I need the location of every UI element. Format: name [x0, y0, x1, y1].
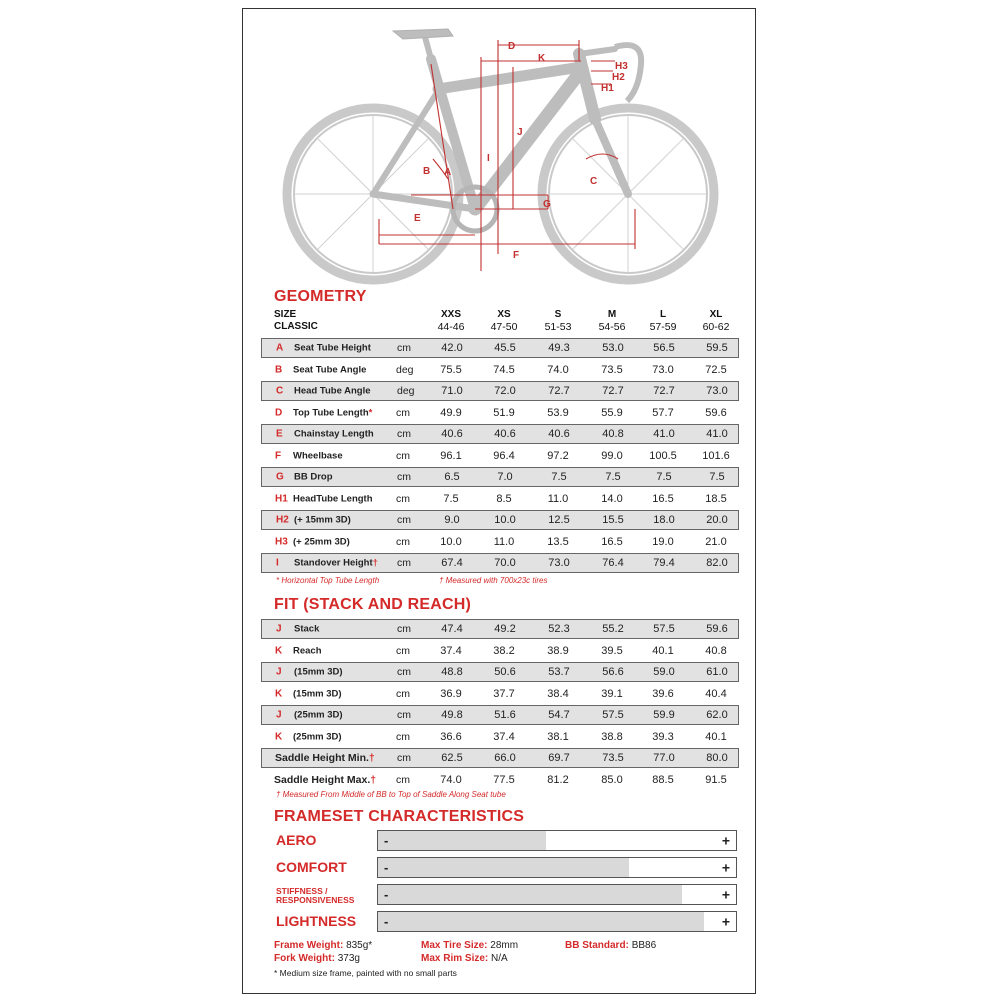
- row-unit: cm: [396, 492, 410, 505]
- value-cell: 37.4: [493, 730, 515, 743]
- dim-label-d: D: [508, 41, 516, 52]
- row-unit: cm: [397, 471, 411, 483]
- value-cell: 81.2: [547, 773, 569, 786]
- characteristic-bar-fill: [378, 858, 629, 877]
- value-cell: 45.5: [494, 342, 516, 354]
- characteristic-bar-fill: [378, 831, 546, 850]
- value-cell: 54.7: [548, 709, 570, 721]
- max-rim-label: Max Rim Size:: [421, 953, 489, 964]
- top-tube: [438, 67, 581, 89]
- value-cell: 49.2: [494, 623, 516, 635]
- size-header: SIZE: [274, 309, 297, 320]
- row-letter: J: [276, 623, 282, 635]
- dim-label-j: J: [517, 127, 523, 138]
- value-cell: 9.0: [444, 514, 460, 526]
- dim-label-e: E: [414, 213, 421, 224]
- fit-row: [261, 770, 739, 790]
- value-cell: 69.7: [548, 752, 570, 764]
- value-cell: 38.4: [547, 687, 569, 700]
- row-label: [294, 429, 374, 440]
- value-cell: 40.8: [602, 428, 624, 440]
- value-cell: 48.8: [441, 666, 463, 678]
- value-cell: 11.0: [493, 535, 515, 548]
- fit-row: [261, 641, 739, 661]
- row-letter: D: [275, 407, 283, 418]
- fit-title: FIT (STACK AND REACH): [274, 596, 472, 613]
- size-range-3: 54-56: [598, 321, 626, 333]
- value-cell: 100.5: [649, 449, 677, 462]
- max-tire-size: [421, 940, 518, 951]
- value-cell: 51.9: [493, 406, 515, 419]
- value-cell: 79.4: [653, 557, 675, 569]
- value-cell: 70.0: [494, 557, 516, 569]
- value-cell: 56.6: [602, 666, 624, 678]
- value-cell: 88.5: [652, 773, 674, 786]
- max-rim-value: N/A: [491, 953, 508, 964]
- value-cell: 53.0: [602, 342, 624, 354]
- size-name-4: L: [659, 309, 667, 320]
- row-unit: cm: [397, 623, 411, 635]
- geometry-row: [261, 467, 739, 487]
- fork-weight-label: Fork Weight:: [274, 953, 335, 964]
- geometry-row: [261, 424, 739, 444]
- size-name-0: XXS: [440, 309, 461, 320]
- value-cell: 59.5: [706, 342, 728, 354]
- geometry-row: [261, 381, 739, 401]
- value-cell: 39.1: [601, 687, 623, 700]
- value-cell: 20.0: [706, 514, 728, 526]
- dim-label-g: G: [543, 199, 551, 210]
- footnote-mark: †: [370, 773, 377, 786]
- geometry-title: GEOMETRY: [274, 288, 367, 305]
- value-cell: 19.0: [652, 535, 674, 548]
- value-cell: 38.8: [601, 730, 623, 743]
- row-label: [294, 472, 333, 483]
- value-cell: 73.0: [706, 385, 728, 397]
- row-unit: cm: [397, 752, 411, 764]
- value-cell: 59.6: [706, 623, 728, 635]
- size-range-2: 51-53: [544, 321, 572, 333]
- row-letter: J: [276, 666, 282, 678]
- row-letter: H1: [275, 493, 288, 504]
- row-label: [293, 450, 343, 461]
- row-label: [293, 536, 350, 547]
- value-cell: 67.4: [441, 557, 463, 569]
- minus-sign: -: [384, 913, 389, 929]
- value-cell: 57.7: [652, 406, 674, 419]
- value-cell: 21.0: [705, 535, 727, 548]
- value-cell: 11.0: [547, 492, 569, 505]
- value-cell: 72.7: [602, 385, 624, 397]
- max-tire-label: Max Tire Size:: [421, 940, 488, 951]
- value-cell: 40.1: [705, 730, 727, 743]
- frame-weight: [274, 940, 372, 951]
- row-letter: C: [276, 385, 284, 397]
- plus-sign: +: [721, 832, 730, 849]
- size-range-5: 60-62: [702, 321, 730, 333]
- value-cell: 82.0: [706, 557, 728, 569]
- value-cell: 99.0: [601, 449, 623, 462]
- value-cell: 77.0: [653, 752, 675, 764]
- geometry-row: [261, 489, 739, 509]
- row-label-text: Standover Height: [294, 557, 373, 569]
- value-cell: 49.9: [440, 406, 462, 419]
- value-cell: 8.5: [496, 492, 512, 505]
- value-cell: 12.5: [548, 514, 570, 526]
- row-unit: deg: [396, 363, 414, 376]
- row-label: [274, 774, 376, 786]
- value-cell: 36.6: [440, 730, 462, 743]
- dim-label-b: B: [423, 166, 431, 177]
- value-cell: 10.0: [494, 514, 516, 526]
- row-label: [293, 407, 372, 418]
- characteristic-bar-fill: [378, 912, 704, 931]
- row-label: [293, 493, 373, 504]
- row-label-text: (+ 25mm 3D): [293, 536, 350, 547]
- stem: [579, 49, 615, 54]
- row-label: [294, 624, 319, 635]
- geometry-row: [261, 510, 739, 530]
- fork: [595, 119, 628, 194]
- row-label-text: Top Tube Length: [293, 407, 369, 418]
- footnote-mark: *: [368, 407, 373, 418]
- value-cell: 7.5: [709, 471, 725, 483]
- characteristic-label: AERO: [276, 832, 317, 848]
- dim-label-f: F: [513, 250, 520, 261]
- value-cell: 76.4: [602, 557, 624, 569]
- value-cell: 71.0: [441, 385, 463, 397]
- size-name-5: XL: [709, 309, 723, 320]
- value-cell: 72.0: [494, 385, 516, 397]
- value-cell: 73.5: [602, 752, 624, 764]
- value-cell: 18.5: [705, 492, 727, 505]
- characteristic-label: COMFORT: [276, 859, 347, 875]
- geometry-row: [261, 338, 739, 358]
- row-letter: K: [275, 688, 283, 699]
- row-letter: H3: [275, 536, 288, 547]
- fit-row: [261, 662, 739, 682]
- geometry-row: [261, 360, 739, 380]
- value-cell: 72.7: [548, 385, 570, 397]
- value-cell: 61.0: [706, 666, 728, 678]
- frameset-title: FRAMESET CHARACTERISTICS: [274, 808, 525, 825]
- value-cell: 74.0: [547, 363, 569, 376]
- row-label-text: Seat Tube Angle: [293, 364, 367, 375]
- row-letter: H2: [276, 514, 289, 526]
- row-label: [294, 558, 378, 569]
- fit-row: [261, 684, 739, 704]
- row-letter: J: [276, 709, 282, 721]
- plus-sign: +: [721, 913, 730, 930]
- size-name-3: M: [607, 309, 617, 320]
- row-unit: cm: [397, 342, 411, 354]
- frame-weight-label: Frame Weight:: [274, 940, 344, 951]
- row-label: [294, 710, 343, 721]
- bb-standard: [565, 940, 656, 951]
- value-cell: 18.0: [653, 514, 675, 526]
- value-cell: 73.0: [548, 557, 570, 569]
- value-cell: 49.3: [548, 342, 570, 354]
- value-cell: 38.9: [547, 644, 569, 657]
- value-cell: 101.6: [702, 449, 730, 462]
- value-cell: 40.6: [494, 428, 516, 440]
- value-cell: 75.5: [440, 363, 462, 376]
- value-cell: 57.5: [602, 709, 624, 721]
- value-cell: 66.0: [494, 752, 516, 764]
- dim-label-h2: H2: [612, 72, 625, 83]
- value-cell: 55.9: [601, 406, 623, 419]
- value-cell: 62.0: [706, 709, 728, 721]
- row-label-text: BB Drop: [294, 471, 333, 483]
- row-label: [294, 386, 371, 397]
- value-cell: 72.7: [653, 385, 675, 397]
- value-cell: 16.5: [601, 535, 623, 548]
- row-unit: cm: [396, 773, 410, 786]
- value-cell: 7.5: [551, 471, 567, 483]
- value-cell: 38.1: [547, 730, 569, 743]
- fit-row: [261, 727, 739, 747]
- value-cell: 38.2: [493, 644, 515, 657]
- row-label-text: (25mm 3D): [293, 731, 342, 742]
- dim-label-h3: H3: [615, 61, 628, 72]
- characteristic-bar: [377, 884, 737, 905]
- geometry-chart-panel: [242, 8, 756, 994]
- bb-standard-label: BB Standard:: [565, 940, 629, 951]
- value-cell: 53.7: [548, 666, 570, 678]
- value-cell: 80.0: [706, 752, 728, 764]
- row-label-text: Chainstay Length: [294, 428, 374, 440]
- value-cell: 41.0: [653, 428, 675, 440]
- row-letter: K: [275, 645, 283, 656]
- value-cell: 85.0: [601, 773, 623, 786]
- row-label-text: Saddle Height Min.: [275, 752, 369, 764]
- row-unit: cm: [397, 557, 411, 569]
- value-cell: 74.5: [493, 363, 515, 376]
- characteristic-bar-fill: [378, 885, 682, 904]
- value-cell: 59.6: [705, 406, 727, 419]
- value-cell: 7.0: [497, 471, 513, 483]
- value-cell: 13.5: [547, 535, 569, 548]
- size-name-2: S: [554, 309, 562, 320]
- characteristic-label: LIGHTNESS: [276, 913, 357, 929]
- row-label-text: (15mm 3D): [293, 688, 342, 699]
- row-label-text: Saddle Height Max.: [274, 773, 371, 786]
- value-cell: 39.6: [652, 687, 674, 700]
- value-cell: 96.1: [440, 449, 462, 462]
- dim-label-h1: H1: [601, 83, 614, 94]
- size-name-1: XS: [497, 309, 511, 320]
- max-tire-value: 28mm: [490, 940, 519, 951]
- value-cell: 7.5: [605, 471, 621, 483]
- value-cell: 51.6: [494, 709, 516, 721]
- value-cell: 40.6: [548, 428, 570, 440]
- row-unit: cm: [397, 514, 411, 526]
- value-cell: 50.6: [494, 666, 516, 678]
- value-cell: 52.3: [548, 623, 570, 635]
- value-cell: 62.5: [441, 752, 463, 764]
- size-range-0: 44-46: [437, 321, 465, 333]
- value-cell: 14.0: [601, 492, 623, 505]
- value-cell: 6.5: [444, 471, 460, 483]
- head-tube: [579, 54, 595, 119]
- row-letter: F: [275, 450, 282, 461]
- bike-geometry-diagram: [243, 9, 757, 291]
- fit-row: [261, 619, 739, 639]
- characteristic-label: STIFFNESS / RESPONSIVENESS: [276, 886, 355, 905]
- value-cell: 16.5: [652, 492, 674, 505]
- value-cell: 96.4: [493, 449, 515, 462]
- row-label: [294, 343, 371, 354]
- value-cell: 59.9: [653, 709, 675, 721]
- geometry-note-horizontal: * Horizontal Top Tube Length: [276, 576, 380, 585]
- value-cell: 59.0: [653, 666, 675, 678]
- row-label-text: Head Tube Angle: [294, 385, 371, 397]
- value-cell: 7.5: [656, 471, 672, 483]
- row-label-text: (25mm 3D): [294, 709, 343, 721]
- bike-illustration: [287, 29, 714, 280]
- row-label: [293, 688, 342, 699]
- value-cell: 10.0: [440, 535, 462, 548]
- footnote-mark: †: [368, 752, 375, 764]
- bb-standard-value: BB86: [631, 940, 657, 951]
- row-letter: K: [275, 731, 283, 742]
- fit-note: † Measured From Middle of BB to Top of Saddle Along Seat tube: [276, 790, 506, 799]
- row-label: [294, 667, 343, 678]
- value-cell: 36.9: [440, 687, 462, 700]
- plus-sign: +: [721, 886, 730, 903]
- value-cell: 73.5: [601, 363, 623, 376]
- row-label-text: (+ 15mm 3D): [294, 514, 351, 526]
- footnote-mark: †: [372, 557, 378, 569]
- size-range-1: 47-50: [490, 321, 518, 333]
- row-letter: G: [276, 471, 284, 483]
- row-unit: cm: [396, 730, 410, 743]
- value-cell: 77.5: [493, 773, 515, 786]
- value-cell: 40.6: [441, 428, 463, 440]
- value-cell: 73.0: [652, 363, 674, 376]
- row-unit: cm: [396, 406, 410, 419]
- row-label: [293, 645, 322, 656]
- value-cell: 39.5: [601, 644, 623, 657]
- minus-sign: -: [384, 859, 389, 875]
- row-label-text: Wheelbase: [293, 450, 343, 461]
- row-letter: B: [275, 364, 283, 375]
- value-cell: 40.8: [705, 644, 727, 657]
- value-cell: 72.5: [705, 363, 727, 376]
- saddle: [393, 29, 453, 39]
- dim-label-k: K: [538, 53, 546, 64]
- value-cell: 53.9: [547, 406, 569, 419]
- seat-post: [425, 37, 431, 59]
- row-letter: I: [276, 557, 279, 569]
- plus-sign: +: [721, 859, 730, 876]
- value-cell: 74.0: [440, 773, 462, 786]
- value-cell: 47.4: [441, 623, 463, 635]
- value-cell: 37.4: [440, 644, 462, 657]
- row-unit: cm: [397, 709, 411, 721]
- row-unit: cm: [397, 666, 411, 678]
- dim-label-a: A: [444, 167, 452, 178]
- fork-weight: [274, 953, 360, 964]
- value-cell: 97.2: [547, 449, 569, 462]
- row-label: [293, 364, 366, 375]
- row-label: [293, 731, 342, 742]
- value-cell: 42.0: [441, 342, 463, 354]
- fork-weight-value: 373g: [337, 953, 360, 964]
- value-cell: 91.5: [705, 773, 727, 786]
- row-unit: deg: [397, 385, 415, 397]
- value-cell: 55.2: [602, 623, 624, 635]
- fit-row: [261, 748, 739, 768]
- classic-header: CLASSIC: [274, 321, 318, 332]
- frame-weight-value: 835g*: [346, 940, 373, 951]
- characteristic-bar: [377, 830, 737, 851]
- value-cell: 39.3: [652, 730, 674, 743]
- characteristic-bar: [377, 911, 737, 932]
- characteristic-bar: [377, 857, 737, 878]
- row-unit: cm: [396, 535, 410, 548]
- max-rim-size: [421, 953, 508, 964]
- geometry-row: [261, 553, 739, 573]
- value-cell: 40.1: [652, 644, 674, 657]
- row-label-text: Seat Tube Height: [294, 342, 371, 354]
- value-cell: 41.0: [706, 428, 728, 440]
- row-label-text: Reach: [293, 645, 322, 656]
- row-label-text: (15mm 3D): [294, 666, 343, 678]
- value-cell: 56.5: [653, 342, 675, 354]
- dim-label-i: I: [487, 153, 490, 164]
- minus-sign: -: [384, 832, 389, 848]
- row-label-text: HeadTube Length: [293, 493, 373, 504]
- row-letter: A: [276, 342, 284, 354]
- dim-label-c: C: [590, 176, 598, 187]
- row-label-text: Stack: [294, 623, 320, 635]
- row-unit: cm: [396, 644, 410, 657]
- row-unit: cm: [397, 428, 411, 440]
- geometry-row: [261, 403, 739, 423]
- value-cell: 49.8: [441, 709, 463, 721]
- geometry-row: [261, 532, 739, 552]
- fit-row: [261, 705, 739, 725]
- row-label: [275, 752, 375, 764]
- row-label: [294, 515, 351, 526]
- value-cell: 15.5: [602, 514, 624, 526]
- spec-footnote: * Medium size frame, painted with no small parts: [274, 968, 457, 978]
- size-range-4: 57-59: [649, 321, 677, 333]
- value-cell: 7.5: [443, 492, 459, 505]
- geometry-row: [261, 446, 739, 466]
- row-unit: cm: [396, 449, 410, 462]
- row-unit: cm: [396, 687, 410, 700]
- value-cell: 57.5: [653, 623, 675, 635]
- value-cell: 40.4: [705, 687, 727, 700]
- minus-sign: -: [384, 886, 389, 902]
- row-letter: E: [276, 428, 283, 440]
- geometry-note-tires: † Measured with 700x23c tires: [439, 576, 548, 585]
- value-cell: 37.7: [493, 687, 515, 700]
